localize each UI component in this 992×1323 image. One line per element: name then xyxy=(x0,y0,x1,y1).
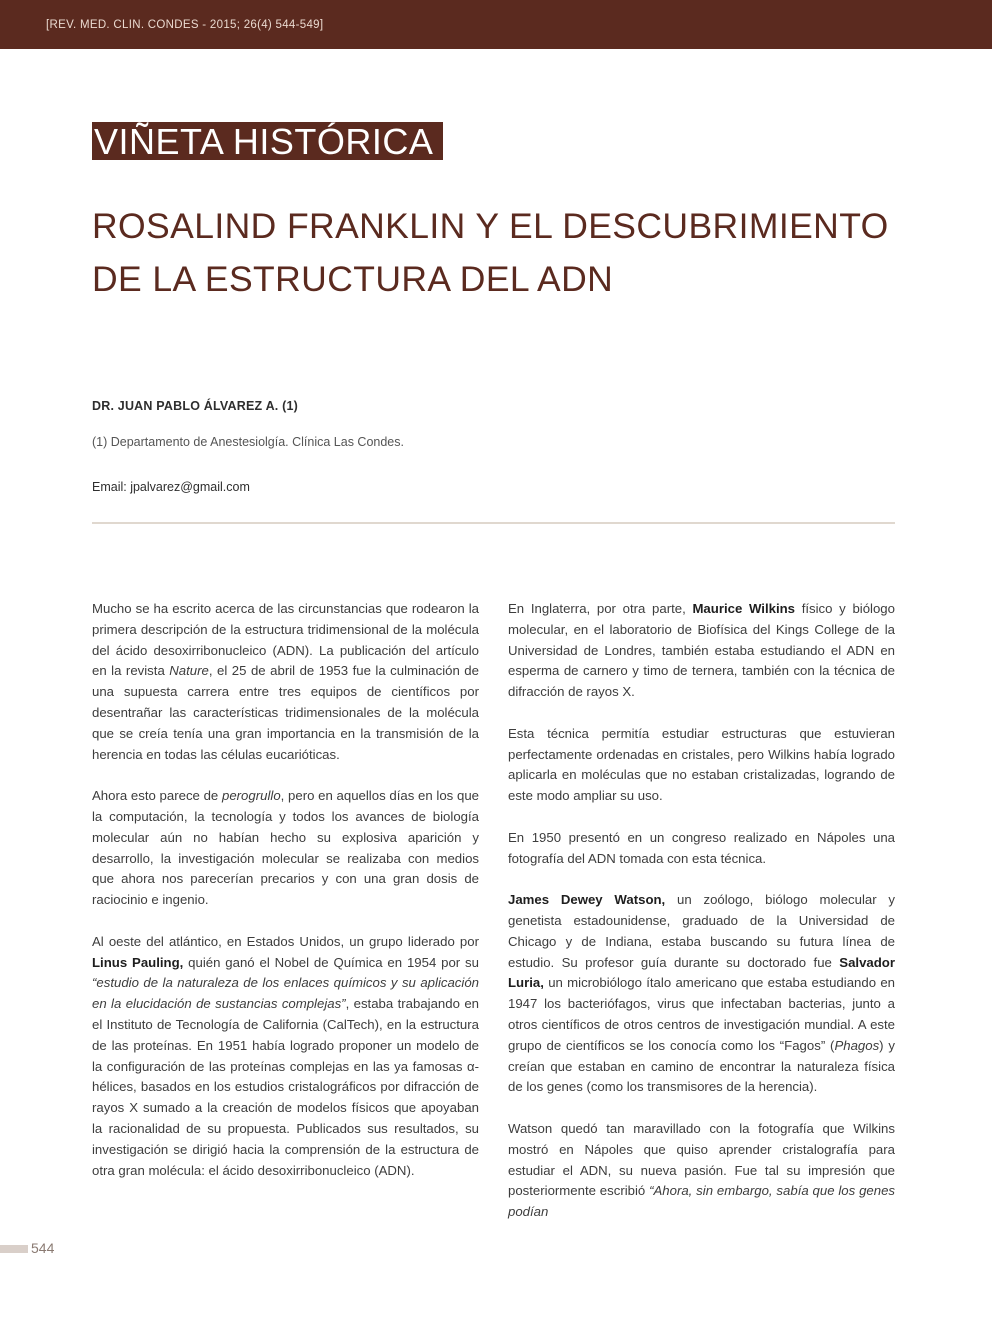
journal-name: Nature xyxy=(169,663,209,679)
paragraph: En Inglaterra, por otra parte, Maurice Wilkins físico y biólogo molecular, en el laboratorio de Biofísica del Kings College de la Universidad de Londres, también estaba estudiando el ADN en esperma de carnero y timo de ternera, también con la técnica de difracción de rayos X. xyxy=(508,601,895,700)
paragraph: Al oeste del atlántico, en Estados Unidos, un grupo liderado por Linus Pauling, quién ganó el Nobel de Química en 1954 por su “estudio de la naturaleza de los enlaces químicos y su aplicación en la elucidación de sustancias complejas”, estaba trabajando en el Instituto de Tecnología de California (CalTech), en la estructura de las proteínas. En 1951 había logrado proponer un modelo de la configuración de las proteínas complejas en las ya famosas α-hélices, basados en los estudios cristalográficos por difracción de rayos X sumado a la creación de modelos físicos que apoyaban la racionalidad de su propuesta. Publicados sus resultados, su investigación se dirigió hacia la comprensión de la estructura de otra gran molécula: el ácido desoxirribonucleico (ADN). xyxy=(92,933,479,1178)
person-name: Salvador Luria, xyxy=(508,954,895,991)
person-name: Maurice Wilkins xyxy=(692,601,796,616)
page-number: 544 xyxy=(31,1240,55,1256)
paragraph: James Dewey Watson, un zoólogo, biólogo molecular y genetista estadounidense, graduado de la Universidad de Chicago y de Indiana, estaba buscando su futura línea de estudio. Su profesor guía durante su doctorado fue Salvador Luria, un microbiólogo ítalo americano que estaba estudiando en 1947 los bacteriófagos, virus que infectaban bacterias, junto a otros científicos de otros centros de investigación mundial. A este grupo de científicos se los conocía como los “Fagos” (Phagos) y creían que estaban en camino de encontrar la naturaleza física de los genes (como los transmisores de la herencia). xyxy=(508,892,896,1095)
article-title-line: ROSALIND FRANKLIN Y EL DESCUBRIMIENTO xyxy=(92,206,889,246)
journal-header-bar xyxy=(0,0,992,49)
person-name: Linus Pauling, xyxy=(92,954,184,970)
section-label: VIÑETA HISTÓRICA xyxy=(92,122,443,160)
paragraph: Ahora esto parece de perogrullo, pero en aquellos días en los que la computación, la tecnología y todos los avances de biología molecular aún no habían hecho su explosiva aparición y desarrollo, la investigación molecular se realizaba con medios que ahora nos parecerían precarios y con una gran dosis de raciocinio e ingenio. xyxy=(92,788,479,908)
page-marker xyxy=(0,1245,28,1253)
person-name: James Dewey Watson, xyxy=(508,892,666,908)
right-column xyxy=(508,599,895,1244)
author-email: Email: jpalvarez@gmail.com xyxy=(92,480,250,494)
paragraph: Esta técnica permitía estudiar estructuras que estuvieran perfectamente ordenadas en cristales, pero Wilkins había logrado aplicarla en moléculas que no estaban cristalizadas, logrando de este modo ampliar su uso. xyxy=(508,725,895,804)
quote: “estudio de la naturaleza de los enlaces químicos y su aplicación en la elucidación de sustancias complejas” xyxy=(92,975,479,1012)
italic-term: perogrullo xyxy=(222,788,281,804)
article-title-line: DE LA ESTRUCTURA DEL ADN xyxy=(92,259,614,299)
left-column xyxy=(92,599,479,1202)
paragraph: Watson quedó tan maravillado con la fotografía que Wilkins mostró en Nápoles que quiso aprender cristalografía para estudiar el ADN, su nueva pasión. Fue tal su impresión que posteriormente escribió “Ahora, sin embargo, sabía que los genes podían xyxy=(508,1120,895,1220)
quote: “Ahora, sin embargo, sabía que los genes podían xyxy=(508,1183,895,1220)
paragraph: En 1950 presentó en un congreso realizado en Nápoles una fotografía del ADN tomada con esta técnica. xyxy=(508,829,895,866)
latin-term: Phagos xyxy=(834,1037,880,1053)
author-name: DR. JUAN PABLO ÁLVAREZ A. (1) xyxy=(92,399,299,413)
author-affiliation: (1) Departamento de Anestesiolgía. Clínica Las Condes. xyxy=(92,435,404,449)
divider xyxy=(92,522,895,524)
paragraph: Mucho se ha escrito acerca de las circunstancias que rodearon la primera descripción de la estructura tridimensional de la molécula del ácido desoxirribonucleico (ADN). La publicación del artículo en la revista Nature, el 25 de abril de 1953 fue la culminación de una supuesta carrera entre tres equipos de científicos por desentrañar las características tridimensionales de la molécula que se creía tenía una gran importancia en la transmisión de la herencia en todas las células eucarióticas. xyxy=(92,601,479,762)
article-title xyxy=(92,200,912,306)
journal-citation: [REV. MED. CLIN. CONDES - 2015; 26(4) 544-549] xyxy=(46,19,324,31)
